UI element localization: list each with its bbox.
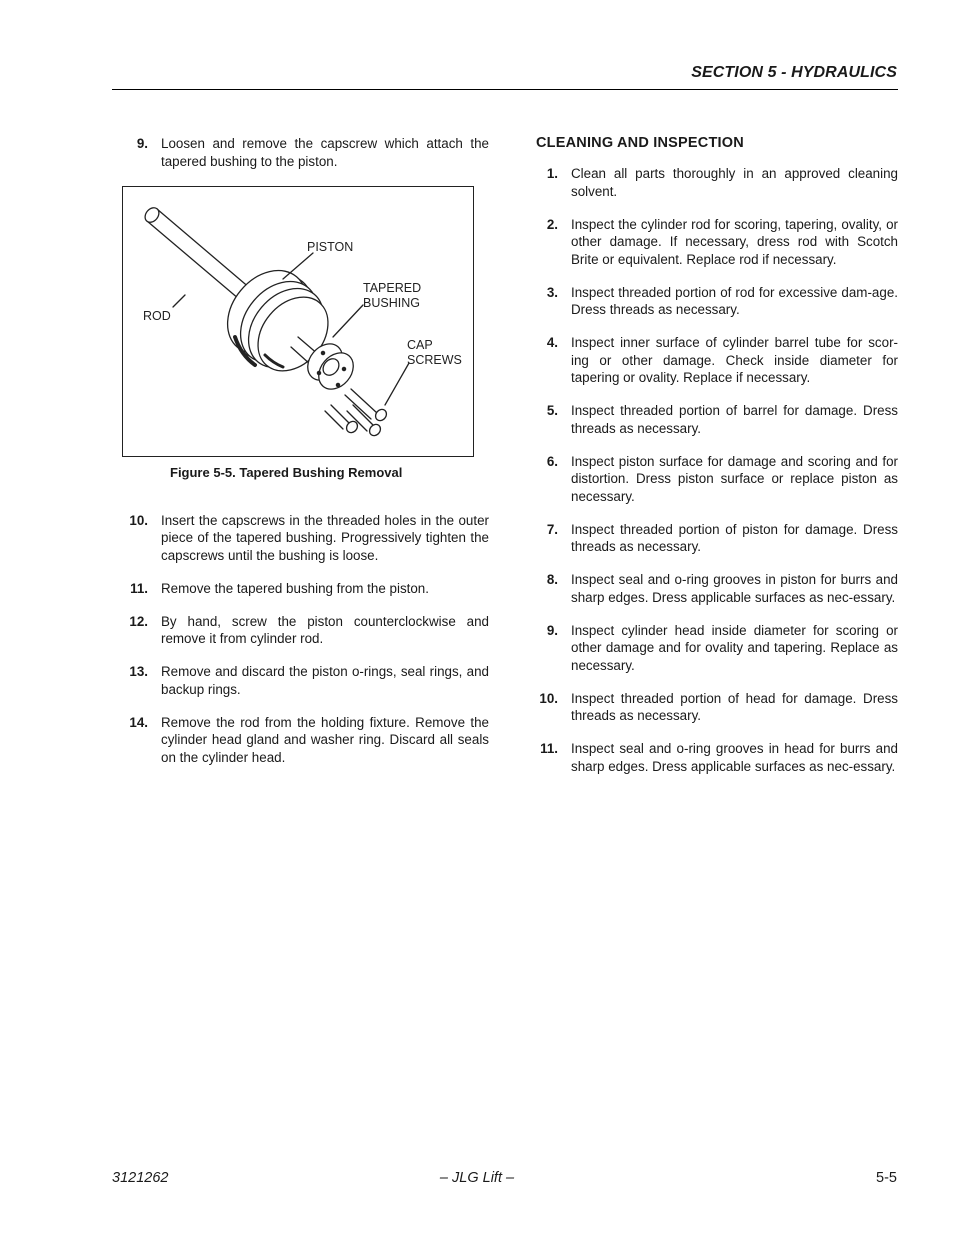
step-number: 13.: [129, 664, 148, 679]
step-left-14: [120, 714, 489, 767]
step-text: Remove and discard the piston o-rings, seal rings, and backup rings.: [161, 664, 489, 697]
label-cap-screws: CAP SCREWS: [407, 337, 462, 367]
step-text: By hand, screw the piston counterclockwise and remove it from cylinder rod.: [161, 613, 489, 646]
step-text: Inspect threaded portion of rod for excessive dam-age. Dress threads as necessary.: [571, 284, 898, 317]
label-tapered-bushing: TAPERED BUSHING: [363, 280, 422, 310]
right-column: [536, 135, 898, 791]
step-number: 4.: [546, 335, 558, 350]
step-right-8: [536, 571, 898, 606]
step-text: Inspect piston surface for damage and scoring and for distortion. Dress piston surface or replace piston as necessary.: [571, 453, 898, 504]
step-text: Inspect seal and o-ring grooves in head for burrs and sharp edges. Dress applicable surfaces as nec-essary.: [571, 741, 898, 774]
figure-tapered-bushing: [122, 186, 474, 457]
step-right-4: [536, 334, 898, 387]
label-rod: ROD: [143, 308, 171, 323]
step-text: Inspect the cylinder rod for scoring, tapering, ovality, or other damage. If necessary, dress rod with Scotch Brite or equivalent. Replace rod if necessary.: [571, 216, 898, 267]
step-text: Inspect threaded portion of barrel for damage. Dress threads as necessary.: [571, 403, 898, 436]
tapered-bushing-illustration: [123, 187, 473, 456]
step-text: Inspect cylinder head inside diameter for scoring or other damage and for ovality and tapering. Replace as necessary.: [571, 622, 898, 673]
figure-caption: Figure 5-5. Tapered Bushing Removal: [170, 464, 403, 480]
step-number: 8.: [546, 572, 558, 587]
step-right-3: [536, 284, 898, 319]
step-number: 2.: [546, 216, 558, 232]
step-left-12: [120, 613, 489, 648]
step-number: 9.: [546, 622, 558, 638]
cleaning-inspection-heading: CLEANING AND INSPECTION: [536, 135, 744, 151]
step-left-11: [120, 580, 489, 598]
step-number: 5.: [546, 403, 558, 418]
step-text: Loosen and remove the capscrew which attach the tapered bushing to the piston.: [161, 136, 489, 169]
step-number: 11.: [540, 741, 558, 756]
footer-page-number: 5-5: [876, 1170, 897, 1186]
step-left-13: [120, 663, 489, 698]
step-right-1: [536, 165, 898, 200]
label-piston: PISTON: [307, 239, 354, 254]
step-number: 10.: [129, 512, 148, 528]
left-column: [120, 135, 489, 782]
step-text: Insert the capscrews in the threaded holes in the outer piece of the tapered bushing. Progressively tighten the capscrews until the bushing is loose.: [161, 512, 489, 563]
step-number: 11.: [130, 580, 148, 596]
step-number: 6.: [546, 453, 558, 469]
footer-publisher: – JLG Lift –: [439, 1170, 515, 1186]
step-right-11: [536, 740, 898, 775]
step-number: 1.: [546, 166, 558, 181]
step-number: 10.: [539, 690, 558, 706]
step-text: Clean all parts thoroughly in an approved cleaning solvent.: [571, 166, 898, 199]
step-number: 7.: [546, 521, 558, 537]
step-text: Inspect threaded portion of piston for damage. Dress threads as necessary.: [571, 521, 898, 554]
step-right-10: [536, 690, 898, 725]
step-right-5: [536, 402, 898, 437]
step-right-6: [536, 453, 898, 506]
step-text: Inspect seal and o-ring grooves in piston for burrs and sharp edges. Dress applicable surfaces as nec-essary.: [571, 572, 898, 605]
step-right-2: [536, 216, 898, 269]
step-text: Inspect threaded portion of head for damage. Dress threads as necessary.: [571, 690, 898, 723]
header-rule: [112, 89, 898, 90]
section-title: SECTION 5 - HYDRAULICS: [691, 64, 897, 81]
step-text: Remove the tapered bushing from the piston.: [161, 580, 429, 596]
step-number: 9.: [136, 136, 148, 151]
step-number: 3.: [546, 284, 558, 300]
step-number: 14.: [129, 714, 148, 730]
step-text: Remove the rod from the holding fixture. Remove the cylinder head gland and washer ring. Discard all seals on the cylinder head.: [161, 714, 489, 765]
step-left-9: [120, 135, 489, 170]
step-number: 12.: [129, 613, 148, 629]
step-text: Inspect inner surface of cylinder barrel tube for scor-ing or other damage. Check inside diameter for tapering or ovality. Replace if necessary.: [571, 335, 898, 385]
step-left-10: [120, 512, 489, 565]
step-right-7: [536, 521, 898, 556]
step-right-9: [536, 622, 898, 675]
footer-doc-number: 3121262: [112, 1170, 169, 1186]
